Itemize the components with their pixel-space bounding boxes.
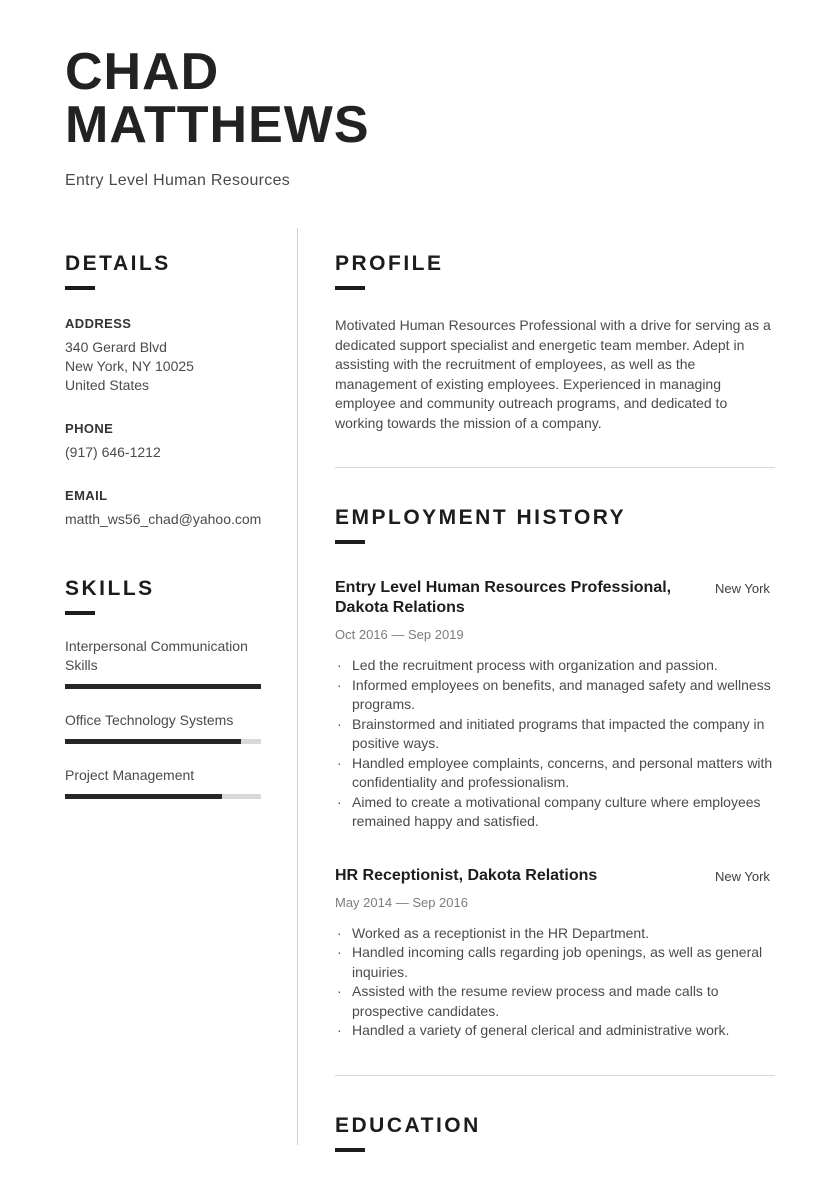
sidebar — [65, 228, 261, 1152]
details-section — [65, 252, 261, 529]
skill-item — [65, 766, 261, 799]
job-location: New York — [715, 581, 770, 597]
address-line: 340 Gerard Blvd — [65, 339, 167, 356]
profile-heading: PROFILE — [335, 252, 444, 276]
job-location: New York — [715, 868, 770, 884]
resume-header — [0, 0, 840, 190]
skill-bar — [65, 794, 261, 799]
skills-section — [65, 577, 261, 799]
job-bullet: · Led the recruitment process with organization and passion. — [335, 656, 775, 676]
skills-heading: SKILLS — [65, 577, 155, 601]
skills-heading-rule — [65, 611, 95, 615]
email-label: EMAIL — [65, 488, 108, 504]
employment-history-heading: EMPLOYMENT HISTORY — [335, 506, 627, 530]
job-head — [335, 578, 775, 618]
employment-history-section — [335, 506, 775, 1041]
address-label: ADDRESS — [65, 316, 132, 332]
skill-bar-fill — [65, 684, 261, 689]
main-content — [298, 228, 775, 1152]
address-value — [65, 338, 261, 395]
profile-heading-rule — [335, 286, 365, 290]
person-name — [65, 43, 775, 155]
skill-label: Office Technology Systems — [65, 712, 234, 729]
profile-section — [335, 252, 775, 433]
email-value: matth_ws56_chad@yahoo.com — [65, 511, 262, 528]
address-line: New York, NY 10025 — [65, 358, 194, 375]
person-name-line2: MATTHEWS — [65, 96, 370, 155]
phone-value: (917) 646-1212 — [65, 444, 161, 461]
skill-item — [65, 637, 261, 689]
skill-item — [65, 711, 261, 744]
job-bullet-list — [335, 924, 775, 1041]
job-head — [335, 866, 775, 886]
skill-bar-fill — [65, 739, 241, 744]
job-bullet: · Assisted with the resume review process and made calls to prospective candidates. — [335, 982, 775, 1021]
phone-label: PHONE — [65, 421, 114, 437]
job-dates: Oct 2016 — Sep 2019 — [335, 627, 464, 643]
education-section — [335, 1114, 775, 1152]
job-entry — [335, 866, 775, 1041]
job-bullet: · Handled incoming calls regarding job openings, as well as general inquiries. — [335, 943, 775, 982]
profile-text: Motivated Human Resources Professional with a drive for serving as a dedicated support specialist and energetic team member. Adept in assisting with the recruitment of employees, as well as the management of existing employees. Experienced in managing employee and community outreach programs, and dedicated to working towards the mission of a company. — [335, 317, 771, 431]
address-line: United States — [65, 377, 150, 394]
job-bullet-list — [335, 656, 775, 832]
job-bullet: · Handled a variety of general clerical and administrative work. — [335, 1021, 775, 1041]
job-title: HR Receptionist, Dakota Relations — [335, 866, 598, 884]
details-heading: DETAILS — [65, 252, 171, 276]
job-bullet: · Informed employees on benefits, and managed safety and wellness programs. — [335, 676, 775, 715]
education-heading-rule — [335, 1148, 365, 1152]
skill-bar — [65, 739, 261, 744]
person-name-line1: CHAD — [65, 43, 220, 101]
skill-label: Project Management — [65, 767, 195, 784]
job-entry — [335, 578, 775, 832]
job-bullet: · Worked as a receptionist in the HR Department. — [335, 924, 775, 944]
skill-bar-fill — [65, 794, 222, 799]
job-bullet: · Handled employee complaints, concerns, and personal matters with confidentiality and professionalism. — [335, 754, 775, 793]
job-dates: May 2014 — Sep 2016 — [335, 894, 468, 910]
job-bullet: · Aimed to create a motivational company culture where employees remained happy and satisfied. — [335, 793, 775, 832]
person-job-title: Entry Level Human Resources — [65, 172, 291, 190]
employment-heading-rule — [335, 540, 365, 544]
education-heading: EDUCATION — [335, 1113, 481, 1137]
skill-bar — [65, 684, 261, 689]
job-title: Entry Level Human Resources Professional, Dakota Relations — [335, 579, 672, 617]
skill-label: Interpersonal Communication Skills — [65, 638, 248, 674]
section-divider — [335, 467, 775, 468]
job-bullet: · Brainstormed and initiated programs that impacted the company in positive ways. — [335, 715, 775, 754]
section-divider — [335, 1075, 775, 1076]
resume-body — [0, 228, 840, 1152]
details-heading-rule — [65, 286, 95, 290]
